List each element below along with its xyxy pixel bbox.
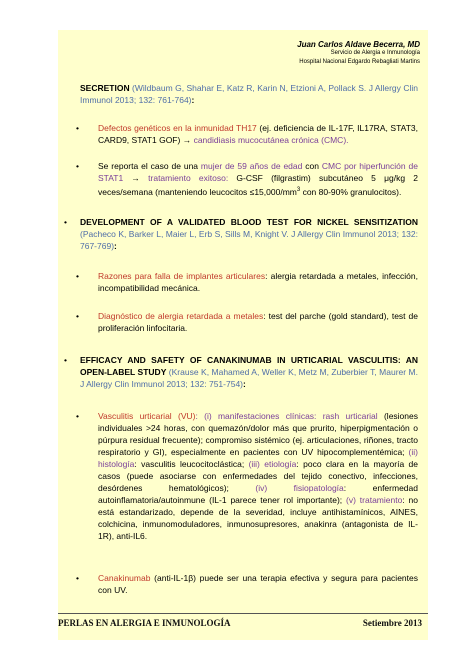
secretion-title: SECRETION xyxy=(80,83,130,93)
item-text: G-CSF (filgrastim) subcutáneo 5 μg/kg 2 veces/semana (manteniendo leucocitos ≤15,000/mm xyxy=(98,173,418,197)
bullet-icon: • xyxy=(76,271,79,281)
superscript: 3 xyxy=(296,187,301,193)
item-text: : alergia retardada a metales, infección, incompatibilidad mecánica. xyxy=(98,271,418,293)
footer-date: Setiembre 2013 xyxy=(362,618,422,628)
item-text: con xyxy=(302,161,322,171)
highlight-term: (iv) fisiopatología xyxy=(255,483,344,493)
bullet-icon: • xyxy=(76,573,79,583)
secretion-heading xyxy=(80,82,418,106)
footer-divider xyxy=(58,613,428,614)
highlight-term: candidiasis mucocutánea crónica (CMC). xyxy=(191,135,349,145)
item-text: : enfermedad autoinflamatoria/autoinmune (IL-1 parece tener rol importante); xyxy=(98,483,418,505)
highlight-term: Diagnóstico de alergia retardada a metales xyxy=(98,311,264,321)
bullet-icon: • xyxy=(76,411,79,421)
highlight-term: mujer de 59 años de edad xyxy=(200,161,303,171)
arrow-icon: → xyxy=(123,173,149,183)
article-colon: : xyxy=(243,379,246,389)
item-text: : no está estandarizado, depende de la severidad, incluye antihistamínicos, AINES, colchicina, inmunomoduladores, inmunosupresores, anakinra (antagonista de IL-1R), anti-IL6. xyxy=(98,495,418,541)
article-title: DEVELOPMENT OF A VALIDATED BLOOD TEST FOR NICKEL SENSITIZATION xyxy=(80,217,418,227)
item-text: (lesiones individuales >24 horas, con quemazón/dolor más que prurito, hiperpigmentación o púrpura residual frecuente); compromiso sistémico (ej. articulaciones, riñones, tracto respiratorio y GI), especialmente en pacientes con UV hipocomplementémica; xyxy=(98,411,418,457)
article-reference: (Pacheco K, Barker L, Maier L, Erb S, Sills M, Knight V. J Allergy Clin Immunol 2013; 132: 767-769) xyxy=(80,229,418,251)
highlight-term: CMC por hiperfunción de STAT1 xyxy=(98,161,418,183)
highlight-term: (v) tratamiento xyxy=(346,495,403,505)
service-name: Servicio de Alergia e Inmunología xyxy=(330,50,420,56)
highlight-term: (ii) histología xyxy=(98,447,418,469)
highlight-term: tratamiento exitoso: xyxy=(148,173,229,183)
bullet-icon: • xyxy=(76,161,79,171)
item-text: (anti-IL-1β) puede ser una terapia efectiva y segura para pacientes con UV. xyxy=(98,573,418,595)
page-header xyxy=(297,40,420,67)
footer-title: PERLAS EN ALERGIA E INMUNOLOGÍA xyxy=(58,618,231,628)
page xyxy=(58,30,428,640)
article-reference: (Krause K, Mahamed A, Weller K, Metz M, Zuberbier T, Maurer M. J Allergy Clin Immunol 2013; 132: 751-754) xyxy=(80,367,418,389)
bullet-icon: • xyxy=(76,123,79,133)
article-colon: : xyxy=(114,241,117,251)
highlight-term: Defectos genéticos en la inmunidad TH17 xyxy=(98,123,257,133)
item-text: : vasculitis leucocitoclástica; xyxy=(134,459,249,469)
highlight-term: : (i) manifestaciones clínicas xyxy=(195,411,315,421)
author-name: Juan Carlos Aldave Becerra, MD xyxy=(297,40,420,49)
article-title: EFFICACY AND SAFETY OF CANAKINUMAB IN URTICARIAL VASCULITIS: AN OPEN-LABEL STUDY xyxy=(80,355,418,377)
highlight-term: Vasculitis urticarial (VU) xyxy=(98,411,196,421)
item-text: (ej. deficiencia de IL-17F, IL17RA, STAT3, CARD9, STAT1 GOF) xyxy=(98,123,418,145)
bullet-icon: • xyxy=(64,355,67,365)
bullet-icon: • xyxy=(64,217,67,227)
page-footer xyxy=(58,618,428,628)
item-text: con 80-90% granulocitos). xyxy=(300,186,402,197)
item-text: Se reporta el caso de una xyxy=(98,161,201,171)
highlight-term: : rash urticarial xyxy=(314,411,378,421)
highlight-term: (iii) etiología xyxy=(248,459,297,469)
bullet-icon: • xyxy=(76,311,79,321)
item-text: : test del parche (gold standard), test de proliferación linfocitaria. xyxy=(98,311,418,333)
secretion-colon: : xyxy=(191,95,195,105)
hospital-name: Hospital Nacional Edgardo Rebagliati Martins xyxy=(299,59,420,65)
secretion-reference: (Wildbaum G, Shahar E, Katz R, Karin N, Etzioni A, Pollack S. J Allergy Clin Immunol 2013; 132: 761-764) xyxy=(80,83,418,105)
item-text: : poco clara en la mayoría de casos (puede asociarse con enfermedades del tejido conectivo, infecciones, desórdenes hematológicos); xyxy=(98,459,418,493)
highlight-term: Razones para falla de implantes articulares xyxy=(98,271,266,281)
arrow-icon: → xyxy=(182,135,192,145)
highlight-term: Canakinumab xyxy=(98,573,151,583)
